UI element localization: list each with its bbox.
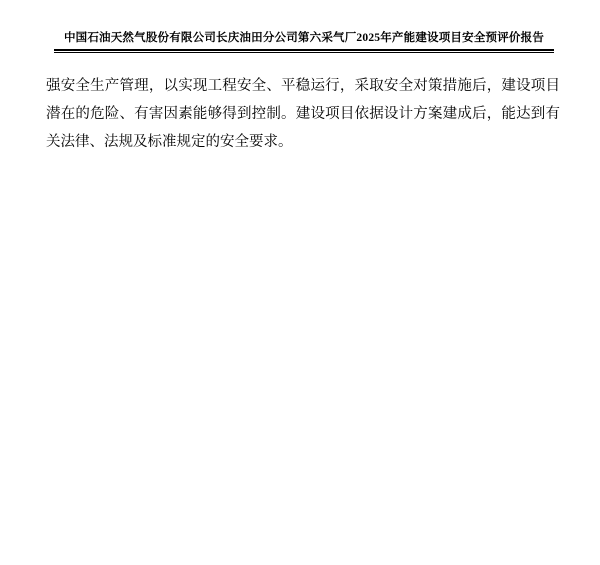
header-divider	[54, 49, 554, 53]
page-header	[54, 30, 554, 53]
body-paragraph: 强安全生产管理，以实现工程安全、平稳运行，采取安全对策措施后，建设项目潜在的危险、有害因素能够得到控制。建设项目依据设计方案建成后，能达到有关法律、法规及标准规定的安全要求。	[46, 78, 560, 150]
header-title: 中国石油天然气股份有限公司长庆油田分公司第六采气厂2025年产能建设项目安全预评价报告	[63, 32, 545, 44]
document-body	[46, 72, 560, 156]
